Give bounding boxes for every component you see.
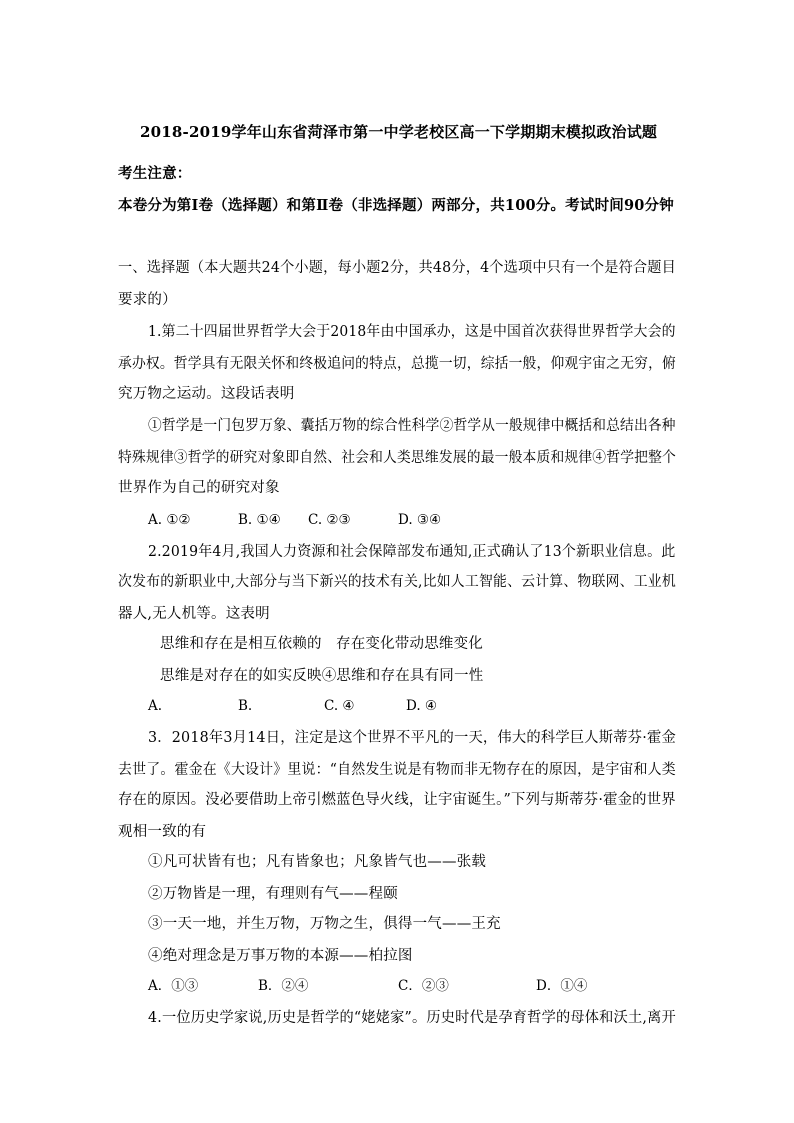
q3-stem-line3: 存在的原因。没必要借助上帝引燃蓝色导火线，让宇宙诞生。”下列与斯蒂芬·霍金的世界 <box>118 792 676 808</box>
q2-option-a: A. <box>148 698 163 714</box>
q2-item-1: 思维和存在是相互依赖的 <box>160 636 322 652</box>
q1-option-d: D. ③④ <box>398 512 442 528</box>
q1-stem-line1: 1.第二十四届世界哲学大会于2018年由中国承办，这是中国首次获得世界哲学大会的 <box>148 324 676 340</box>
q3-item-3: ③一天一地，并生万物，万物之生，俱得一气——王充 <box>148 916 501 932</box>
section-heading-line1: 一、选择题（本大题共24个小题，每小题2分，共48分，4个选项中只有一个是符合题目 <box>118 260 677 276</box>
q3-item-4: ④绝对理念是万事万物的本源——柏拉图 <box>148 948 413 964</box>
q2-stem-line2: 次发布的新职业中,大部分与当下新兴的技术有关,比如人工智能、云计算、物联网、工业机 <box>118 574 676 590</box>
q3-stem-line1: 3．2018年3月14日，注定是这个世界不平凡的一天，伟大的科学巨人斯蒂芬·霍金 <box>148 730 676 746</box>
q1-stem-line2: 承办权。哲学具有无限关怀和终极追问的特点，总揽一切，综括一般，仰观宇宙之无穷，俯 <box>118 356 677 372</box>
q1-item-line1: ①哲学是一门包罗万象、囊括万物的综合性科学②哲学从一般规律中概括和总结出各种 <box>148 418 676 434</box>
q1-option-c: C. ②③ <box>308 512 351 528</box>
q2-option-d: D. ④ <box>406 698 438 714</box>
q2-stem-line3: 器人,无人机等。这表明 <box>118 606 270 622</box>
q3-option-c: C．②③ <box>398 978 449 994</box>
notice-text: 本卷分为第Ⅰ卷（选择题）和第Ⅱ卷（非选择题）两部分，共100分。考试时间90分钟 <box>118 197 674 214</box>
q2-item-3: 思维是对存在的如实反映④思维和存在具有同一性 <box>160 668 484 684</box>
q2-option-b: B. <box>238 698 253 714</box>
q1-option-b: B. ①④ <box>238 512 281 528</box>
q3-option-b: B．②④ <box>258 978 309 994</box>
q3-option-a: A．①③ <box>148 978 199 994</box>
q3-option-d: D．①④ <box>536 978 588 994</box>
q4-stem-line1: 4.一位历史学家说,历史是哲学的“姥姥家”。历史时代是孕育哲学的母体和沃土,离开 <box>148 1010 676 1026</box>
q1-item-line2: 特殊规律③哲学的研究对象即自然、社会和人类思维发展的最一般本质和规律④哲学把整个 <box>118 450 677 466</box>
q2-item-2: 存在变化带动思维变化 <box>336 636 483 652</box>
section-heading-line2: 要求的） <box>118 292 177 308</box>
exam-title: 2018-2019学年山东省菏泽市第一中学老校区高一下学期期末模拟政治试题 <box>140 123 658 141</box>
q1-stem-line3: 究万物之运动。这段话表明 <box>118 386 295 402</box>
q2-stem-line1: 2.2019年4月,我国人力资源和社会保障部发布通知,正式确认了13个新职业信息。此 <box>148 544 676 560</box>
q3-stem-line2: 去世了。霍金在《大设计》里说：“自然发生说是有物而非无物存在的原因，是宇宙和人类 <box>118 762 676 778</box>
q2-option-c: C. ④ <box>324 698 355 714</box>
notice-heading: 考生注意： <box>118 165 192 182</box>
q1-option-a: A. ①② <box>148 512 191 528</box>
q3-item-1: ①凡可状皆有也；凡有皆象也；凡象皆气也——张载 <box>148 854 487 870</box>
q3-stem-line4: 观相一致的有 <box>118 824 207 840</box>
q1-item-line3: 世界作为自己的研究对象 <box>118 480 280 496</box>
q3-item-2: ②万物皆是一理，有理则有气——程颐 <box>148 886 398 902</box>
